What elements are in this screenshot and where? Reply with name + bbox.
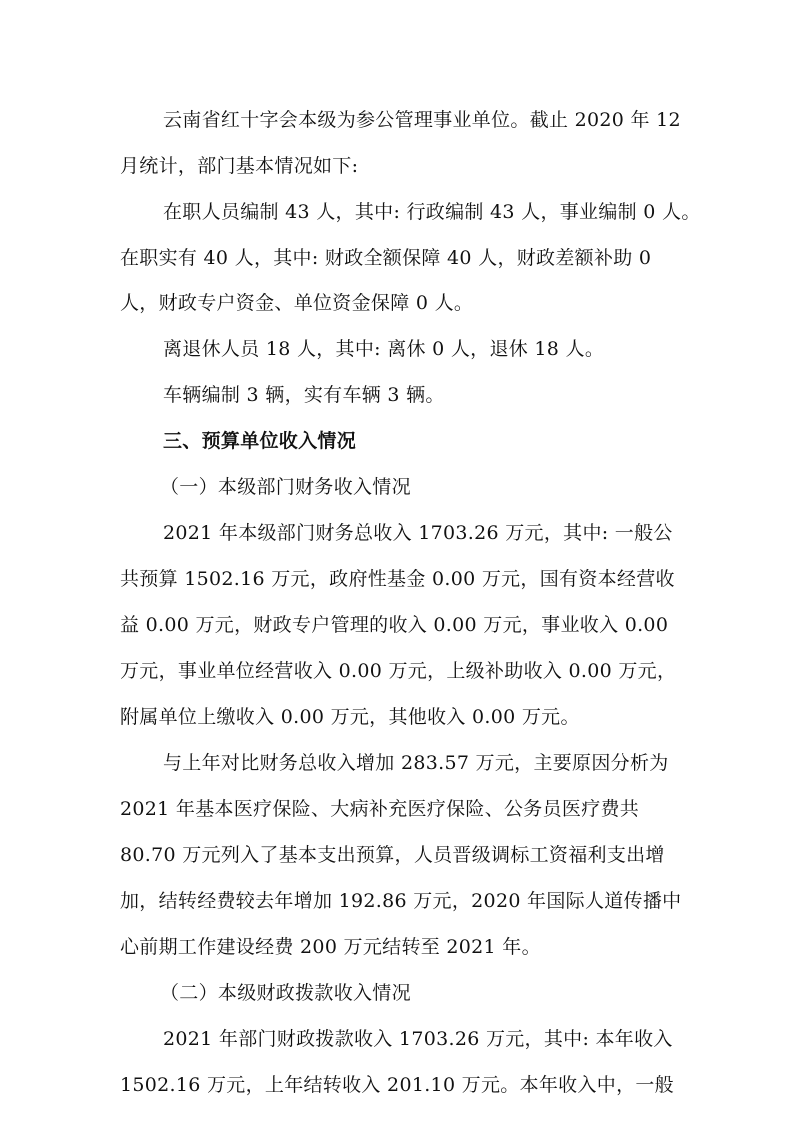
text-line: 与上年对比财务总收入增加 283.57 万元，主要原因分析为 xyxy=(163,752,669,774)
subsection-heading: （二）本级财政拨款收入情况 xyxy=(160,982,411,1004)
text-line: 在职人员编制 43 人，其中: 行政编制 43 人，事业编制 0 人。 xyxy=(163,201,701,223)
text-line: 心前期工作建设经费 200 万元结转至 2021 年。 xyxy=(120,936,541,958)
text-line: 人，财政专户资金、单位资金保障 0 人。 xyxy=(120,292,474,314)
subsection-heading: （一）本级部门财务收入情况 xyxy=(160,476,411,498)
text-line: 车辆编制 3 辆，实有车辆 3 辆。 xyxy=(163,384,445,406)
text-line: 加，结转经费较去年增加 192.86 万元，2020 年国际人道传播中 xyxy=(120,890,682,912)
text-line: 80.70 万元列入了基本支出预算，人员晋级调标工资福利支出增 xyxy=(120,844,665,866)
text-line: 云南省红十字会本级为参公管理事业单位。截止 2020 年 12 xyxy=(163,109,681,131)
text-line: 附属单位上缴收入 0.00 万元，其他收入 0.00 万元。 xyxy=(120,706,580,728)
text-line: 共预算 1502.16 万元，政府性基金 0.00 万元，国有资本经营收 xyxy=(120,568,675,590)
text-line: 万元，事业单位经营收入 0.00 万元，上级补助收入 0.00 万元， xyxy=(120,660,677,682)
text-line: 2021 年本级部门财务总收入 1703.26 万元，其中: 一般公 xyxy=(163,522,673,544)
text-line: 2021 年基本医疗保险、大病补充医疗保险、公务员医疗费共 xyxy=(120,798,640,820)
text-line: 1502.16 万元，上年结转收入 201.10 万元。本年收入中，一般 xyxy=(120,1074,674,1096)
text-line: 月统计，部门基本情况如下: xyxy=(120,155,359,177)
section-heading: 三、预算单位收入情况 xyxy=(163,430,357,452)
text-line: 在职实有 40 人，其中: 财政全额保障 40 人，财政差额补助 0 xyxy=(120,247,652,269)
text-line: 离退休人员 18 人，其中: 离休 0 人，退休 18 人。 xyxy=(163,338,605,360)
text-line: 益 0.00 万元，财政专户管理的收入 0.00 万元，事业收入 0.00 xyxy=(120,614,669,636)
text-line: 2021 年部门财政拨款收入 1703.26 万元，其中: 本年收入 xyxy=(163,1028,673,1050)
